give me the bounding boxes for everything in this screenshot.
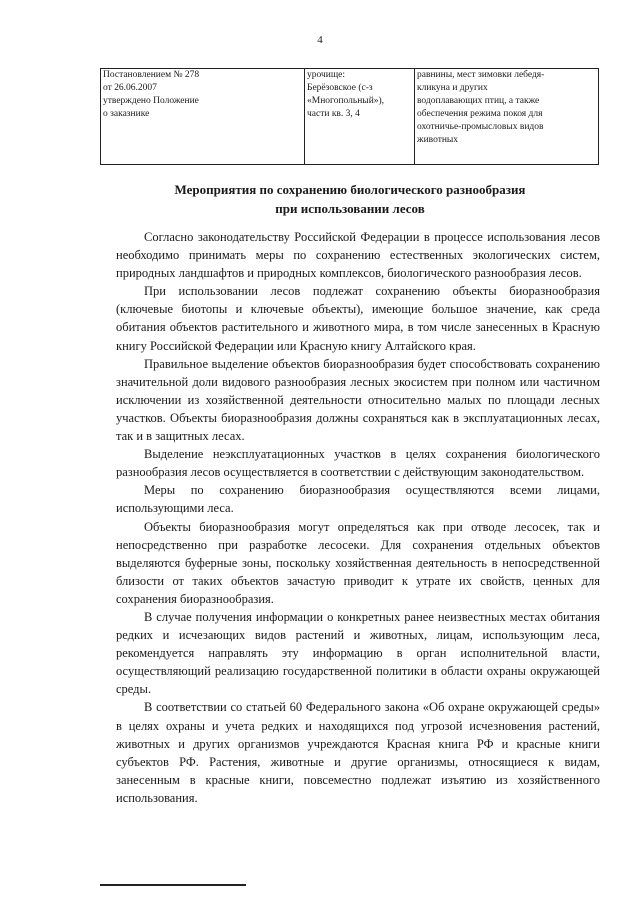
cell-line: обеспечения режима покоя для (417, 109, 543, 119)
table-cell-location (305, 69, 415, 165)
paragraph: Меры по сохранению биоразнообразия осуществляются всеми лицами, использующими леса. (116, 483, 600, 516)
page-number: 4 (317, 34, 323, 46)
cell-line: части кв. 3, 4 (307, 109, 360, 119)
paragraph: Правильное выделение объектов биоразнообразия будет способствовать сохранению значительной доли видового разнообразия лесных экосистем при полном или частичном исключении из хозяйственной деятельности относительно малых по площади лесных участков. Объекты биоразнообразия должны сохраняться как в эксплуатационных лесах, так и в защитных лесах. (116, 356, 600, 444)
paragraph: В случае получения информации о конкретных ранее неизвестных местах обитания редких и исчезающих видов растений и животных, лицам, использующим леса, рекомендуется направлять эту информацию в орган исполнительной власти, осуществляющий реализацию государственной политики в области охраны окружающей среды. (116, 609, 600, 697)
paragraph: В соответствии со статьей 60 Федерального закона «Об охране окружающей среды» в целях охраны и учета редких и находящихся под угрозой исчезновения растений, животных и других организмов учреждаются Красная книга РФ и красные книги субъектов РФ. Растения, животные и другие организмы, относящиеся к видам, занесенным в красные книги, повсеместно подлежат изъятию из хозяйственного использования. (116, 700, 600, 805)
section-heading-line-2: при использовании лесов (275, 201, 425, 216)
cell-line: равнины, мест зимовки лебедя- (417, 70, 545, 80)
table-cell-purpose (415, 69, 599, 165)
paragraph: Выделение неэксплуатационных участков в целях сохранения биологического разнообразия лесов осуществляется в соответствии с действующим законодательством. (116, 447, 600, 480)
paragraph: Объекты биоразнообразия могут определяться как при отводе лесосек, так и непосредственно при разработке лесосеки. Для сохранения отдельных объектов выделяются буферные зоны, поскольку хозяйственная деятельность в непосредственной близости от таких объектов зачастую приводит к утрате их свойств, ценных для сохранения биоразнообразия. (116, 519, 600, 606)
cell-line: утверждено Положение (103, 96, 199, 106)
paragraph: Согласно законодательству Российской Федерации в процессе использования лесов необходимо принимать меры по сохранению естественных экологических систем, природных ландшафтов и природных комплексов, биологического разнообразия лесов. (116, 230, 600, 281)
cell-line: водоплавающих птиц, а также (417, 96, 540, 106)
table-row (101, 69, 599, 165)
body-text (116, 228, 600, 807)
cell-line: «Многопольный»), (307, 96, 385, 106)
reserves-table-fragment (100, 68, 599, 165)
bottom-rule (100, 884, 246, 886)
cell-line: охотничье-промысловых видов (417, 122, 544, 132)
section-heading (100, 180, 600, 218)
cell-line: о заказнике (103, 109, 150, 119)
cell-line: Берёзовское (с-з (307, 83, 373, 93)
cell-line: урочище: (307, 70, 346, 80)
table-cell-document (101, 69, 305, 165)
cell-line: кликуна и других (417, 83, 488, 93)
section-heading-line-1: Мероприятия по сохранению биологического разнообразия (174, 182, 526, 197)
cell-line: Постановлением № 278 (103, 70, 200, 80)
cell-line: от 26.06.2007 (103, 83, 157, 93)
cell-line: животных (417, 135, 459, 145)
paragraph: При использовании лесов подлежат сохранению объекты биоразнообразия (ключевые биотопы и ключевые объекты), имеющие большое значение, как среда обитания объектов растительного и животного мира, в том числе занесенных в Красную книгу Российской Федерации или Красную книгу Алтайского края. (116, 284, 600, 353)
